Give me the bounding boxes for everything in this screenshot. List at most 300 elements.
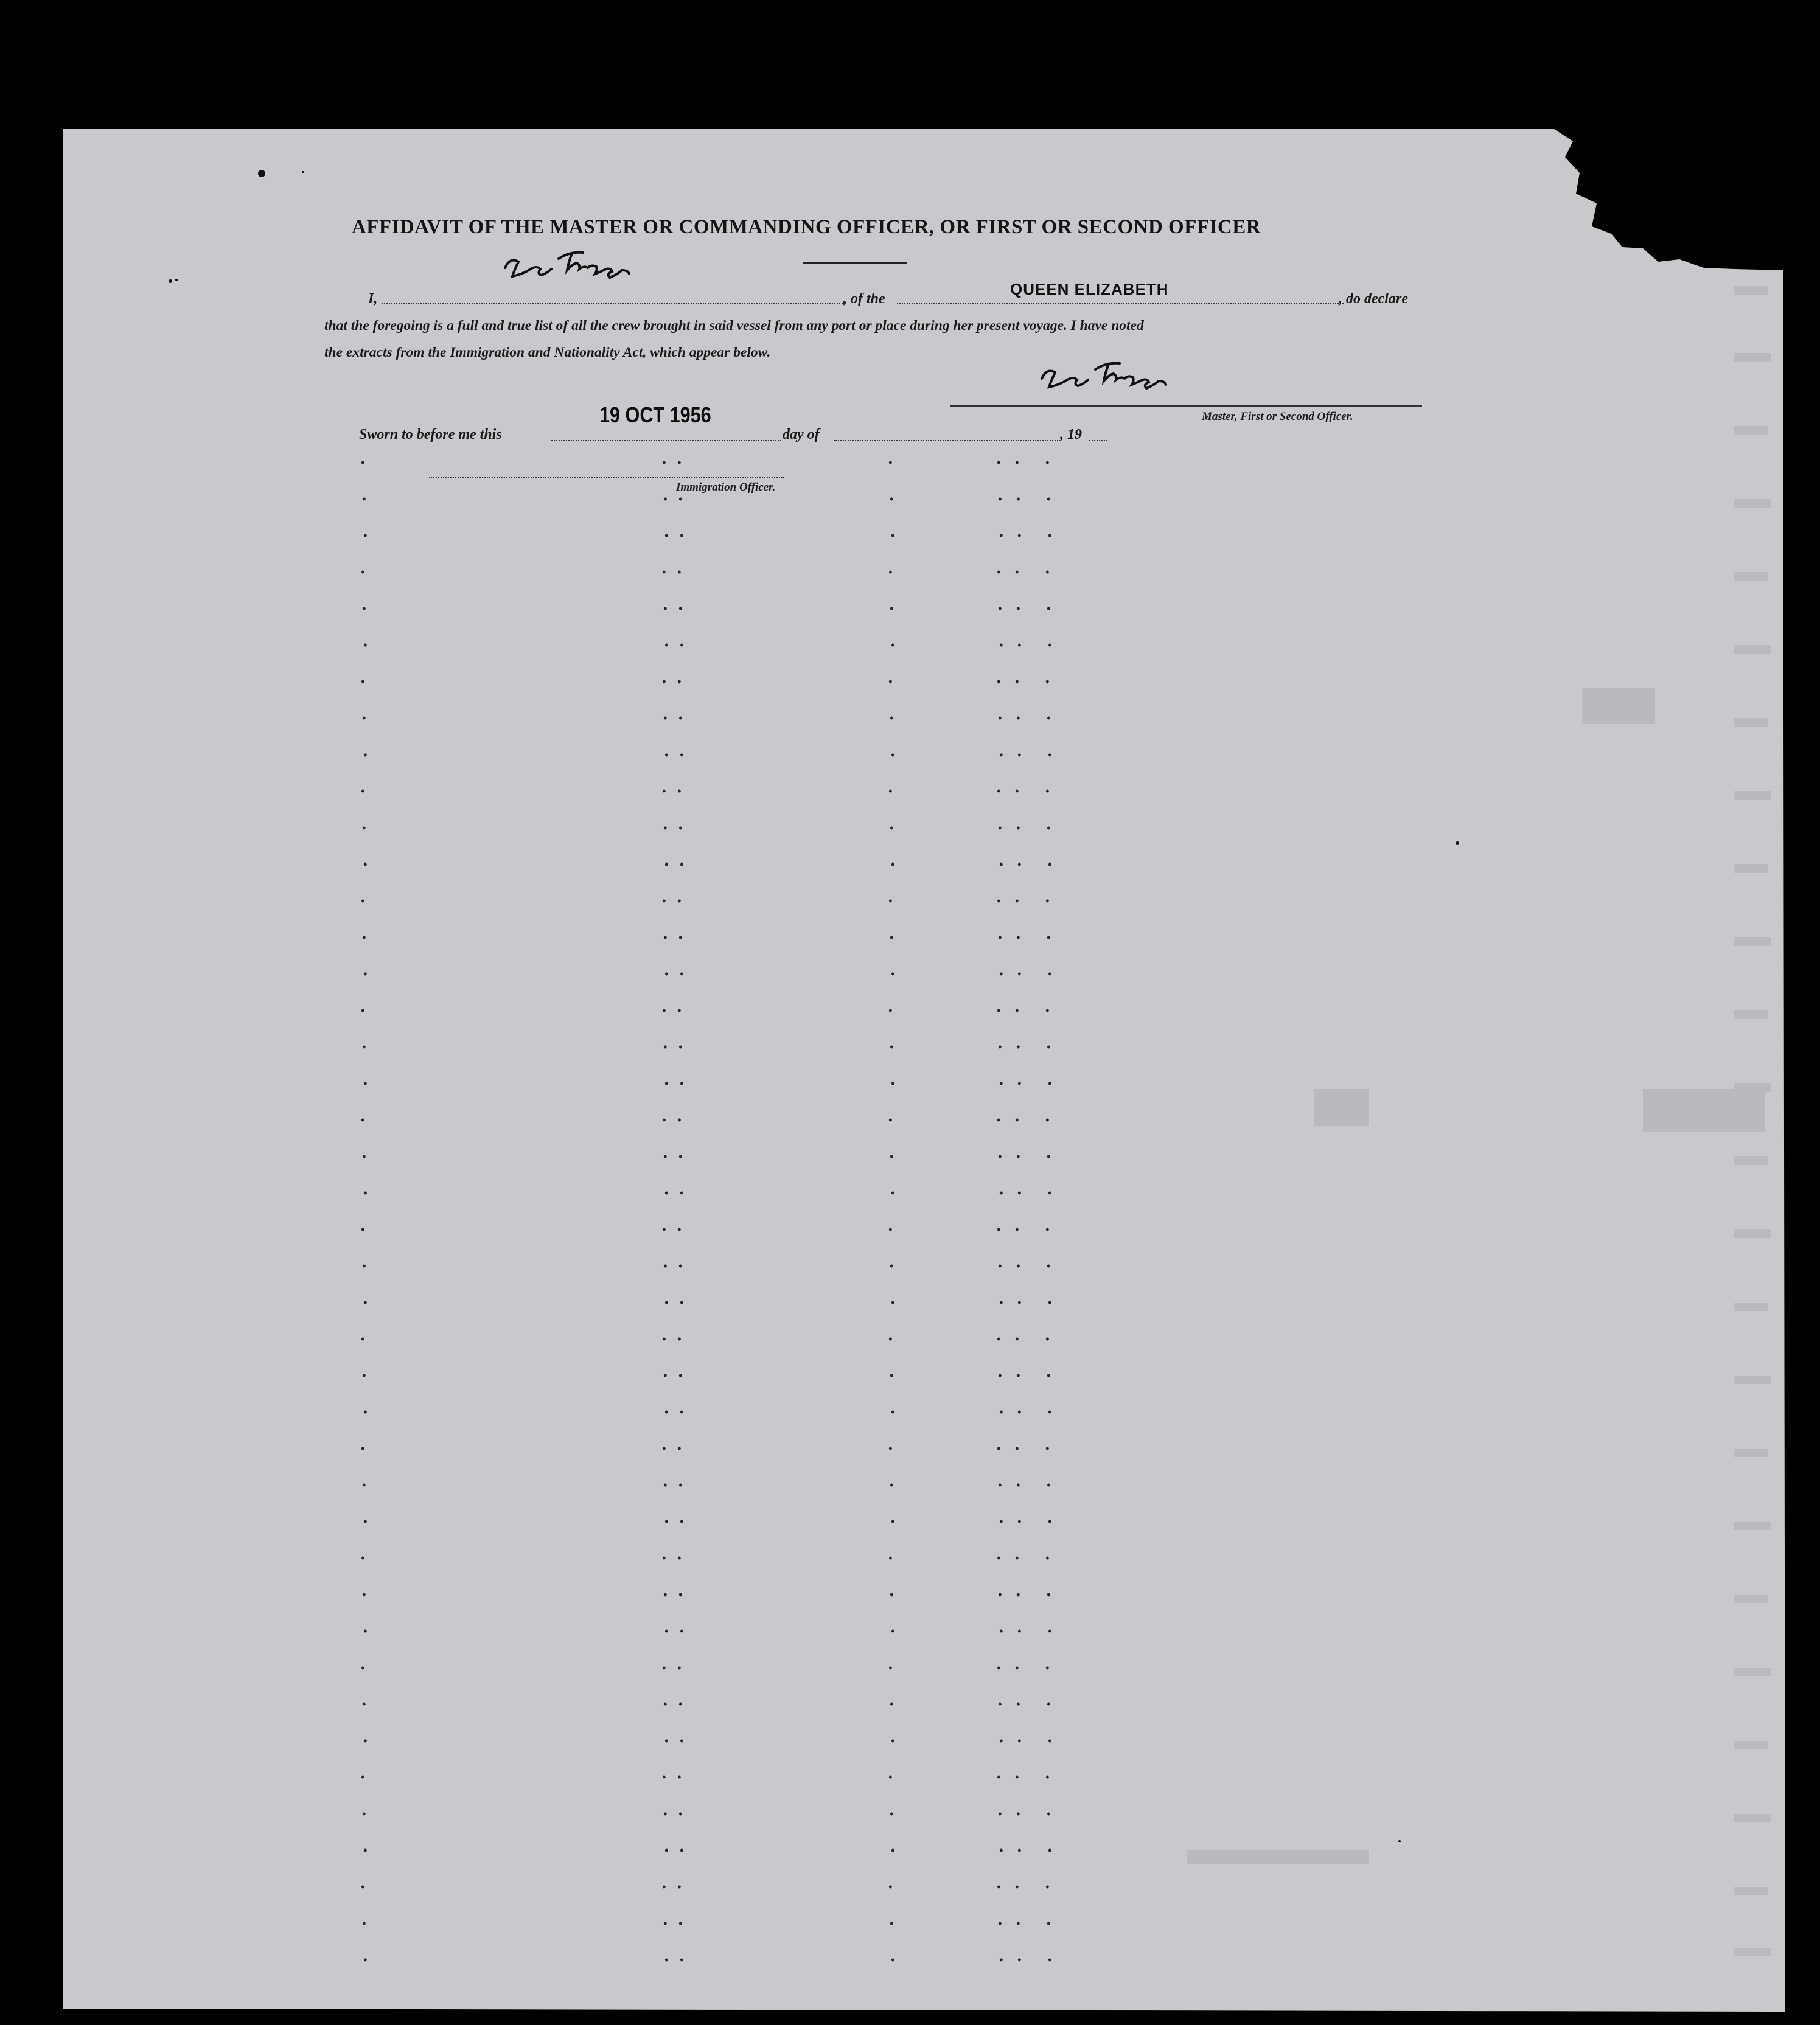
grid-dot bbox=[891, 534, 894, 537]
grid-dot bbox=[1016, 1119, 1019, 1122]
grid-dot bbox=[997, 1119, 1000, 1122]
grid-dot bbox=[361, 900, 364, 903]
grid-dot bbox=[1048, 863, 1051, 866]
grid-dot bbox=[678, 571, 681, 574]
grid-dot bbox=[664, 1155, 667, 1158]
grid-dot bbox=[678, 1119, 681, 1122]
grid-dot bbox=[1017, 498, 1020, 501]
grid-dot bbox=[891, 1082, 894, 1085]
grid-dot bbox=[1048, 754, 1051, 757]
grid-dot bbox=[889, 680, 892, 684]
grid-dot bbox=[1046, 1667, 1049, 1670]
grid-dot bbox=[678, 1338, 681, 1341]
grid-dot bbox=[1000, 1520, 1003, 1523]
grid-dot bbox=[680, 1740, 683, 1743]
name-blank-line bbox=[382, 303, 845, 304]
grid-dot bbox=[665, 973, 668, 976]
grid-dot bbox=[889, 1119, 892, 1122]
grid-dot bbox=[680, 973, 683, 976]
grid-dot bbox=[364, 1082, 367, 1085]
grid-dot bbox=[364, 644, 367, 647]
grid-dot bbox=[1016, 571, 1019, 574]
grid-dot bbox=[1000, 863, 1003, 866]
date-stamp: 19 OCT 1956 bbox=[599, 402, 711, 427]
grid-dot bbox=[1000, 1411, 1003, 1414]
grid-dot bbox=[361, 1119, 364, 1122]
grid-dot bbox=[1047, 1484, 1050, 1487]
grid-dot bbox=[889, 1009, 892, 1012]
grid-dot bbox=[664, 1813, 667, 1816]
grid-dot bbox=[1016, 461, 1019, 464]
grid-dot bbox=[1000, 973, 1003, 976]
grid-dot bbox=[664, 827, 667, 830]
grid-dot bbox=[664, 1703, 667, 1706]
grid-dot bbox=[1046, 461, 1049, 464]
grid-dot bbox=[665, 1520, 668, 1523]
grid-dot bbox=[997, 1009, 1000, 1012]
grid-dot bbox=[679, 1484, 682, 1487]
grid-dot bbox=[999, 498, 1002, 501]
grid-dot bbox=[891, 644, 894, 647]
grid-dot bbox=[361, 1447, 364, 1450]
grid-dot bbox=[890, 827, 893, 830]
line1-declare: , do declare bbox=[1339, 291, 1408, 307]
grid-dot bbox=[1000, 1082, 1003, 1085]
grid-dot bbox=[364, 534, 367, 537]
grid-dot bbox=[997, 680, 1000, 684]
grid-dot bbox=[890, 1922, 893, 1925]
grid-dot bbox=[1046, 1557, 1049, 1560]
grid-dot bbox=[663, 1886, 666, 1889]
grid-dot bbox=[1048, 1192, 1051, 1195]
grid-dot bbox=[363, 1484, 366, 1487]
grid-dot bbox=[361, 1228, 364, 1231]
grid-dot bbox=[364, 754, 367, 757]
grid-dot bbox=[679, 1155, 682, 1158]
grid-dot bbox=[363, 1374, 366, 1377]
grid-dot bbox=[890, 1703, 893, 1706]
sworn-day-line bbox=[551, 440, 781, 441]
grid-dot bbox=[680, 1192, 683, 1195]
grid-dot bbox=[1017, 1593, 1020, 1597]
grid-dot bbox=[1018, 863, 1021, 866]
grid-dot bbox=[680, 754, 683, 757]
grid-dot bbox=[361, 1009, 364, 1012]
grid-dot bbox=[889, 571, 892, 574]
grid-dot bbox=[361, 1667, 364, 1670]
grid-dot bbox=[890, 607, 893, 610]
grid-dot bbox=[889, 1667, 892, 1670]
grid-dot bbox=[1017, 1484, 1020, 1487]
grid-dot bbox=[889, 790, 892, 793]
grid-dot bbox=[1016, 900, 1019, 903]
line1-i: I, bbox=[368, 291, 378, 307]
grid-dot bbox=[664, 936, 667, 939]
grid-dot bbox=[997, 1667, 1000, 1670]
grid-dot bbox=[889, 1228, 892, 1231]
grid-dot bbox=[665, 1082, 668, 1085]
grid-dot bbox=[1017, 1155, 1020, 1158]
grid-dot bbox=[1046, 790, 1049, 793]
grid-dot bbox=[1047, 936, 1050, 939]
grid-dot bbox=[663, 1119, 666, 1122]
grid-dot bbox=[663, 790, 666, 793]
grid-dot bbox=[997, 1338, 1000, 1341]
grid-dot bbox=[679, 1374, 682, 1377]
grid-dot bbox=[1018, 1630, 1021, 1633]
grid-dot bbox=[679, 827, 682, 830]
grid-dot bbox=[363, 1593, 366, 1597]
grid-dot bbox=[679, 936, 682, 939]
grid-dot bbox=[1048, 1630, 1051, 1633]
line1-of-the: , of the bbox=[843, 291, 885, 307]
grid-dot bbox=[1016, 1009, 1019, 1012]
grid-dot bbox=[999, 1155, 1002, 1158]
sworn-month-line bbox=[834, 440, 1060, 441]
grid-dot bbox=[664, 1265, 667, 1268]
grid-dot bbox=[664, 607, 667, 610]
grid-dot bbox=[679, 1813, 682, 1816]
grid-dot bbox=[891, 1192, 894, 1195]
grid-dot bbox=[664, 1374, 667, 1377]
grid-dot bbox=[997, 1557, 1000, 1560]
grid-dot bbox=[1017, 936, 1020, 939]
grid-dot bbox=[1017, 1813, 1020, 1816]
officer-label: Immigration Officer. bbox=[676, 481, 776, 494]
grid-dot bbox=[999, 717, 1002, 720]
grid-dot bbox=[1047, 1265, 1050, 1268]
officer-signature-line bbox=[429, 477, 784, 478]
day-of-label: day of bbox=[783, 427, 820, 442]
grid-dot bbox=[678, 1667, 681, 1670]
grid-dot bbox=[1016, 1447, 1019, 1450]
grid-dot bbox=[1018, 754, 1021, 757]
grid-dot bbox=[664, 717, 667, 720]
grid-dot bbox=[1018, 1740, 1021, 1743]
grid-dot bbox=[1048, 644, 1051, 647]
grid-dot bbox=[997, 790, 1000, 793]
grid-dot bbox=[890, 717, 893, 720]
grid-dot bbox=[1016, 1557, 1019, 1560]
grid-dot bbox=[1016, 1338, 1019, 1341]
grid-dot bbox=[889, 1557, 892, 1560]
grid-dot bbox=[680, 1849, 683, 1852]
grid-dot bbox=[1018, 1411, 1021, 1414]
grid-dot bbox=[1000, 1192, 1003, 1195]
grid-dot bbox=[678, 1228, 681, 1231]
grid-dot bbox=[1018, 1192, 1021, 1195]
grid-dot bbox=[889, 1447, 892, 1450]
grid-dot bbox=[665, 1630, 668, 1633]
grid-dot bbox=[1018, 1849, 1021, 1852]
grid-dot bbox=[999, 1484, 1002, 1487]
grid-dot bbox=[364, 1411, 367, 1414]
grid-dot bbox=[363, 936, 366, 939]
grid-dot bbox=[664, 498, 667, 501]
grid-dot bbox=[678, 1447, 681, 1450]
grid-dot bbox=[1000, 644, 1003, 647]
grid-dot bbox=[891, 1411, 894, 1414]
grid-dot bbox=[999, 1593, 1002, 1597]
grid-dot bbox=[364, 1192, 367, 1195]
grid-dot bbox=[1017, 1265, 1020, 1268]
grid-dot bbox=[1047, 1813, 1050, 1816]
grid-dot bbox=[363, 1703, 366, 1706]
grid-dot bbox=[361, 680, 364, 684]
grid-dot bbox=[999, 827, 1002, 830]
grid-dot bbox=[1016, 1886, 1019, 1889]
grid-dot bbox=[665, 1740, 668, 1743]
grid-dot bbox=[1018, 1959, 1021, 1962]
grid-dot bbox=[663, 1776, 666, 1779]
grid-dot bbox=[363, 498, 366, 501]
grid-dot bbox=[663, 1009, 666, 1012]
grid-dot bbox=[1018, 1082, 1021, 1085]
grid-dot bbox=[1046, 1119, 1049, 1122]
grid-dot bbox=[1046, 1886, 1049, 1889]
grid-dot bbox=[1046, 900, 1049, 903]
grid-dot bbox=[1046, 680, 1049, 684]
grid-dot bbox=[1046, 1447, 1049, 1450]
grid-dot bbox=[680, 1411, 683, 1414]
grid-dot bbox=[1017, 717, 1020, 720]
grid-dot bbox=[1017, 1046, 1020, 1049]
grid-dot bbox=[890, 498, 893, 501]
grid-dot bbox=[663, 1338, 666, 1341]
grid-dot bbox=[890, 1046, 893, 1049]
grid-dot bbox=[364, 973, 367, 976]
grid-dot bbox=[1000, 1740, 1003, 1743]
grid-dot bbox=[890, 1374, 893, 1377]
grid-dot bbox=[663, 680, 666, 684]
grid-dot bbox=[363, 827, 366, 830]
grid-dot bbox=[680, 1630, 683, 1633]
grid-dot bbox=[1016, 1228, 1019, 1231]
grid-dot bbox=[680, 1301, 683, 1304]
grid-dot bbox=[1046, 1228, 1049, 1231]
grid-dot bbox=[678, 1557, 681, 1560]
grid-dot bbox=[679, 1265, 682, 1268]
grid-dot bbox=[1000, 1301, 1003, 1304]
grid-dot bbox=[997, 900, 1000, 903]
grid-dot bbox=[1048, 1301, 1051, 1304]
grid-dot bbox=[364, 1849, 367, 1852]
grid-dot bbox=[1018, 1520, 1021, 1523]
grid-dot bbox=[891, 863, 894, 866]
grid-dot bbox=[1047, 1155, 1050, 1158]
grid-dot bbox=[361, 1338, 364, 1341]
ship-name: QUEEN ELIZABETH bbox=[1010, 280, 1169, 298]
grid-dot bbox=[889, 1776, 892, 1779]
grid-dot bbox=[1016, 1667, 1019, 1670]
grid-dot bbox=[1048, 1082, 1051, 1085]
grid-dot bbox=[999, 607, 1002, 610]
grid-dot bbox=[663, 1228, 666, 1231]
grid-dot bbox=[361, 1886, 364, 1889]
grid-dot bbox=[889, 1338, 892, 1341]
grid-dot bbox=[361, 1776, 364, 1779]
grid-dot bbox=[665, 1959, 668, 1962]
grid-dot bbox=[1016, 1776, 1019, 1779]
grid-dot bbox=[364, 1630, 367, 1633]
grid-dot bbox=[665, 1301, 668, 1304]
grid-dot bbox=[665, 1411, 668, 1414]
grid-dot bbox=[678, 900, 681, 903]
declaration-line-3: the extracts from the Immigration and Nationality Act, which appear below. bbox=[324, 344, 771, 360]
grid-dot bbox=[663, 1557, 666, 1560]
grid-dot bbox=[891, 1630, 894, 1633]
grid-dot bbox=[1018, 644, 1021, 647]
grid-dot bbox=[1016, 680, 1019, 684]
grid-dot bbox=[680, 1520, 683, 1523]
grid-dot bbox=[890, 1265, 893, 1268]
grid-dot bbox=[361, 1557, 364, 1560]
grid-dot bbox=[363, 1922, 366, 1925]
grid-dot bbox=[890, 1155, 893, 1158]
grid-dot bbox=[891, 1740, 894, 1743]
grid-dot bbox=[891, 754, 894, 757]
grid-dot bbox=[999, 1374, 1002, 1377]
grid-dot bbox=[1000, 1959, 1003, 1962]
grid-dot bbox=[678, 790, 681, 793]
grid-dot bbox=[890, 1593, 893, 1597]
grid-dot bbox=[997, 1886, 1000, 1889]
grid-dot bbox=[1048, 1849, 1051, 1852]
grid-dot bbox=[999, 1813, 1002, 1816]
grid-dot bbox=[663, 900, 666, 903]
grid-dot bbox=[889, 900, 892, 903]
grid-dot bbox=[890, 936, 893, 939]
grid-dot bbox=[1048, 1959, 1051, 1962]
grid-dot bbox=[1016, 790, 1019, 793]
grid-dot bbox=[1048, 1740, 1051, 1743]
grid-dot bbox=[664, 1484, 667, 1487]
grid-dot bbox=[664, 1922, 667, 1925]
grid-dot bbox=[361, 461, 364, 464]
grid-dot bbox=[1047, 498, 1050, 501]
grid-dot bbox=[678, 1886, 681, 1889]
master-signature-line bbox=[950, 405, 1422, 407]
grid-dot bbox=[1047, 1703, 1050, 1706]
grid-dot bbox=[889, 461, 892, 464]
declaration-line-2: that the foregoing is a full and true list of all the crew brought in said vessel from any port or place during her present voyage. I have noted bbox=[324, 318, 1144, 334]
grid-dot bbox=[663, 461, 666, 464]
grid-dot bbox=[999, 1046, 1002, 1049]
grid-dot bbox=[997, 1228, 1000, 1231]
grid-dot bbox=[1018, 534, 1021, 537]
grid-dot bbox=[1017, 607, 1020, 610]
grid-dot bbox=[1047, 1922, 1050, 1925]
grid-dot bbox=[1047, 607, 1050, 610]
grid-dot bbox=[363, 1265, 366, 1268]
grid-dot bbox=[1017, 1703, 1020, 1706]
sworn-year-line bbox=[1089, 440, 1107, 441]
affidavit-title: AFFIDAVIT OF THE MASTER OR COMMANDING OFFICER, OR FIRST OR SECOND OFFICER bbox=[351, 216, 1261, 238]
grid-dot bbox=[997, 461, 1000, 464]
grid-dot bbox=[363, 607, 366, 610]
grid-dot bbox=[1048, 1520, 1051, 1523]
grid-dot bbox=[1046, 1338, 1049, 1341]
grid-dot bbox=[999, 936, 1002, 939]
grid-dot bbox=[664, 1046, 667, 1049]
grid-dot bbox=[680, 863, 683, 866]
grid-dot bbox=[679, 498, 682, 501]
grid-dot bbox=[364, 863, 367, 866]
grid-dot bbox=[1047, 1046, 1050, 1049]
grid-dot bbox=[890, 1813, 893, 1816]
grid-dot bbox=[679, 1922, 682, 1925]
grid-dot bbox=[679, 717, 682, 720]
grid-dot bbox=[361, 571, 364, 574]
grid-dot bbox=[678, 680, 681, 684]
grid-dot bbox=[679, 1046, 682, 1049]
grid-dot bbox=[889, 1886, 892, 1889]
grid-dot bbox=[665, 534, 668, 537]
grid-dot bbox=[363, 1046, 366, 1049]
grid-dot bbox=[1000, 1630, 1003, 1633]
grid-dot bbox=[665, 1849, 668, 1852]
grid-dot bbox=[1047, 1374, 1050, 1377]
grid-dot bbox=[680, 1959, 683, 1962]
grid-dot bbox=[997, 1447, 1000, 1450]
grid-dot bbox=[999, 1703, 1002, 1706]
grid-dot bbox=[665, 644, 668, 647]
grid-dot bbox=[997, 571, 1000, 574]
grid-dot bbox=[1018, 1301, 1021, 1304]
grid-dot bbox=[663, 571, 666, 574]
grid-dot bbox=[1048, 534, 1051, 537]
grid-dot bbox=[663, 1667, 666, 1670]
grid-dot bbox=[891, 1301, 894, 1304]
grid-dot bbox=[1018, 973, 1021, 976]
grid-dot bbox=[1046, 571, 1049, 574]
grid-dot bbox=[1000, 1849, 1003, 1852]
grid-dot bbox=[1017, 1374, 1020, 1377]
grid-dot bbox=[1047, 717, 1050, 720]
grid-dot bbox=[890, 1484, 893, 1487]
grid-dot bbox=[1046, 1009, 1049, 1012]
grid-dot bbox=[364, 1301, 367, 1304]
grid-dot bbox=[1047, 1593, 1050, 1597]
grid-dot bbox=[680, 534, 683, 537]
grid-dot bbox=[680, 644, 683, 647]
grid-dot bbox=[679, 607, 682, 610]
grid-dot bbox=[1000, 534, 1003, 537]
paper-sheet bbox=[63, 129, 1785, 2012]
master-label: Master, First or Second Officer. bbox=[1202, 410, 1353, 423]
grid-dot bbox=[678, 1776, 681, 1779]
grid-dot bbox=[678, 1009, 681, 1012]
sworn-prefix: Sworn to before me this bbox=[359, 427, 502, 442]
grid-dot bbox=[1046, 1776, 1049, 1779]
grid-dot bbox=[1000, 754, 1003, 757]
grid-dot bbox=[999, 1265, 1002, 1268]
grid-dot bbox=[665, 754, 668, 757]
grid-dot bbox=[361, 790, 364, 793]
grid-dot bbox=[680, 1082, 683, 1085]
grid-dot bbox=[1047, 827, 1050, 830]
grid-dot bbox=[1017, 827, 1020, 830]
grid-dot bbox=[364, 1740, 367, 1743]
grid-dot bbox=[364, 1520, 367, 1523]
grid-dot bbox=[891, 973, 894, 976]
grid-dot bbox=[678, 461, 681, 464]
grid-dot bbox=[364, 1959, 367, 1962]
grid-dot bbox=[679, 1703, 682, 1706]
grid-dot bbox=[363, 1155, 366, 1158]
ship-blank-line bbox=[897, 303, 1344, 304]
grid-dot bbox=[997, 1776, 1000, 1779]
